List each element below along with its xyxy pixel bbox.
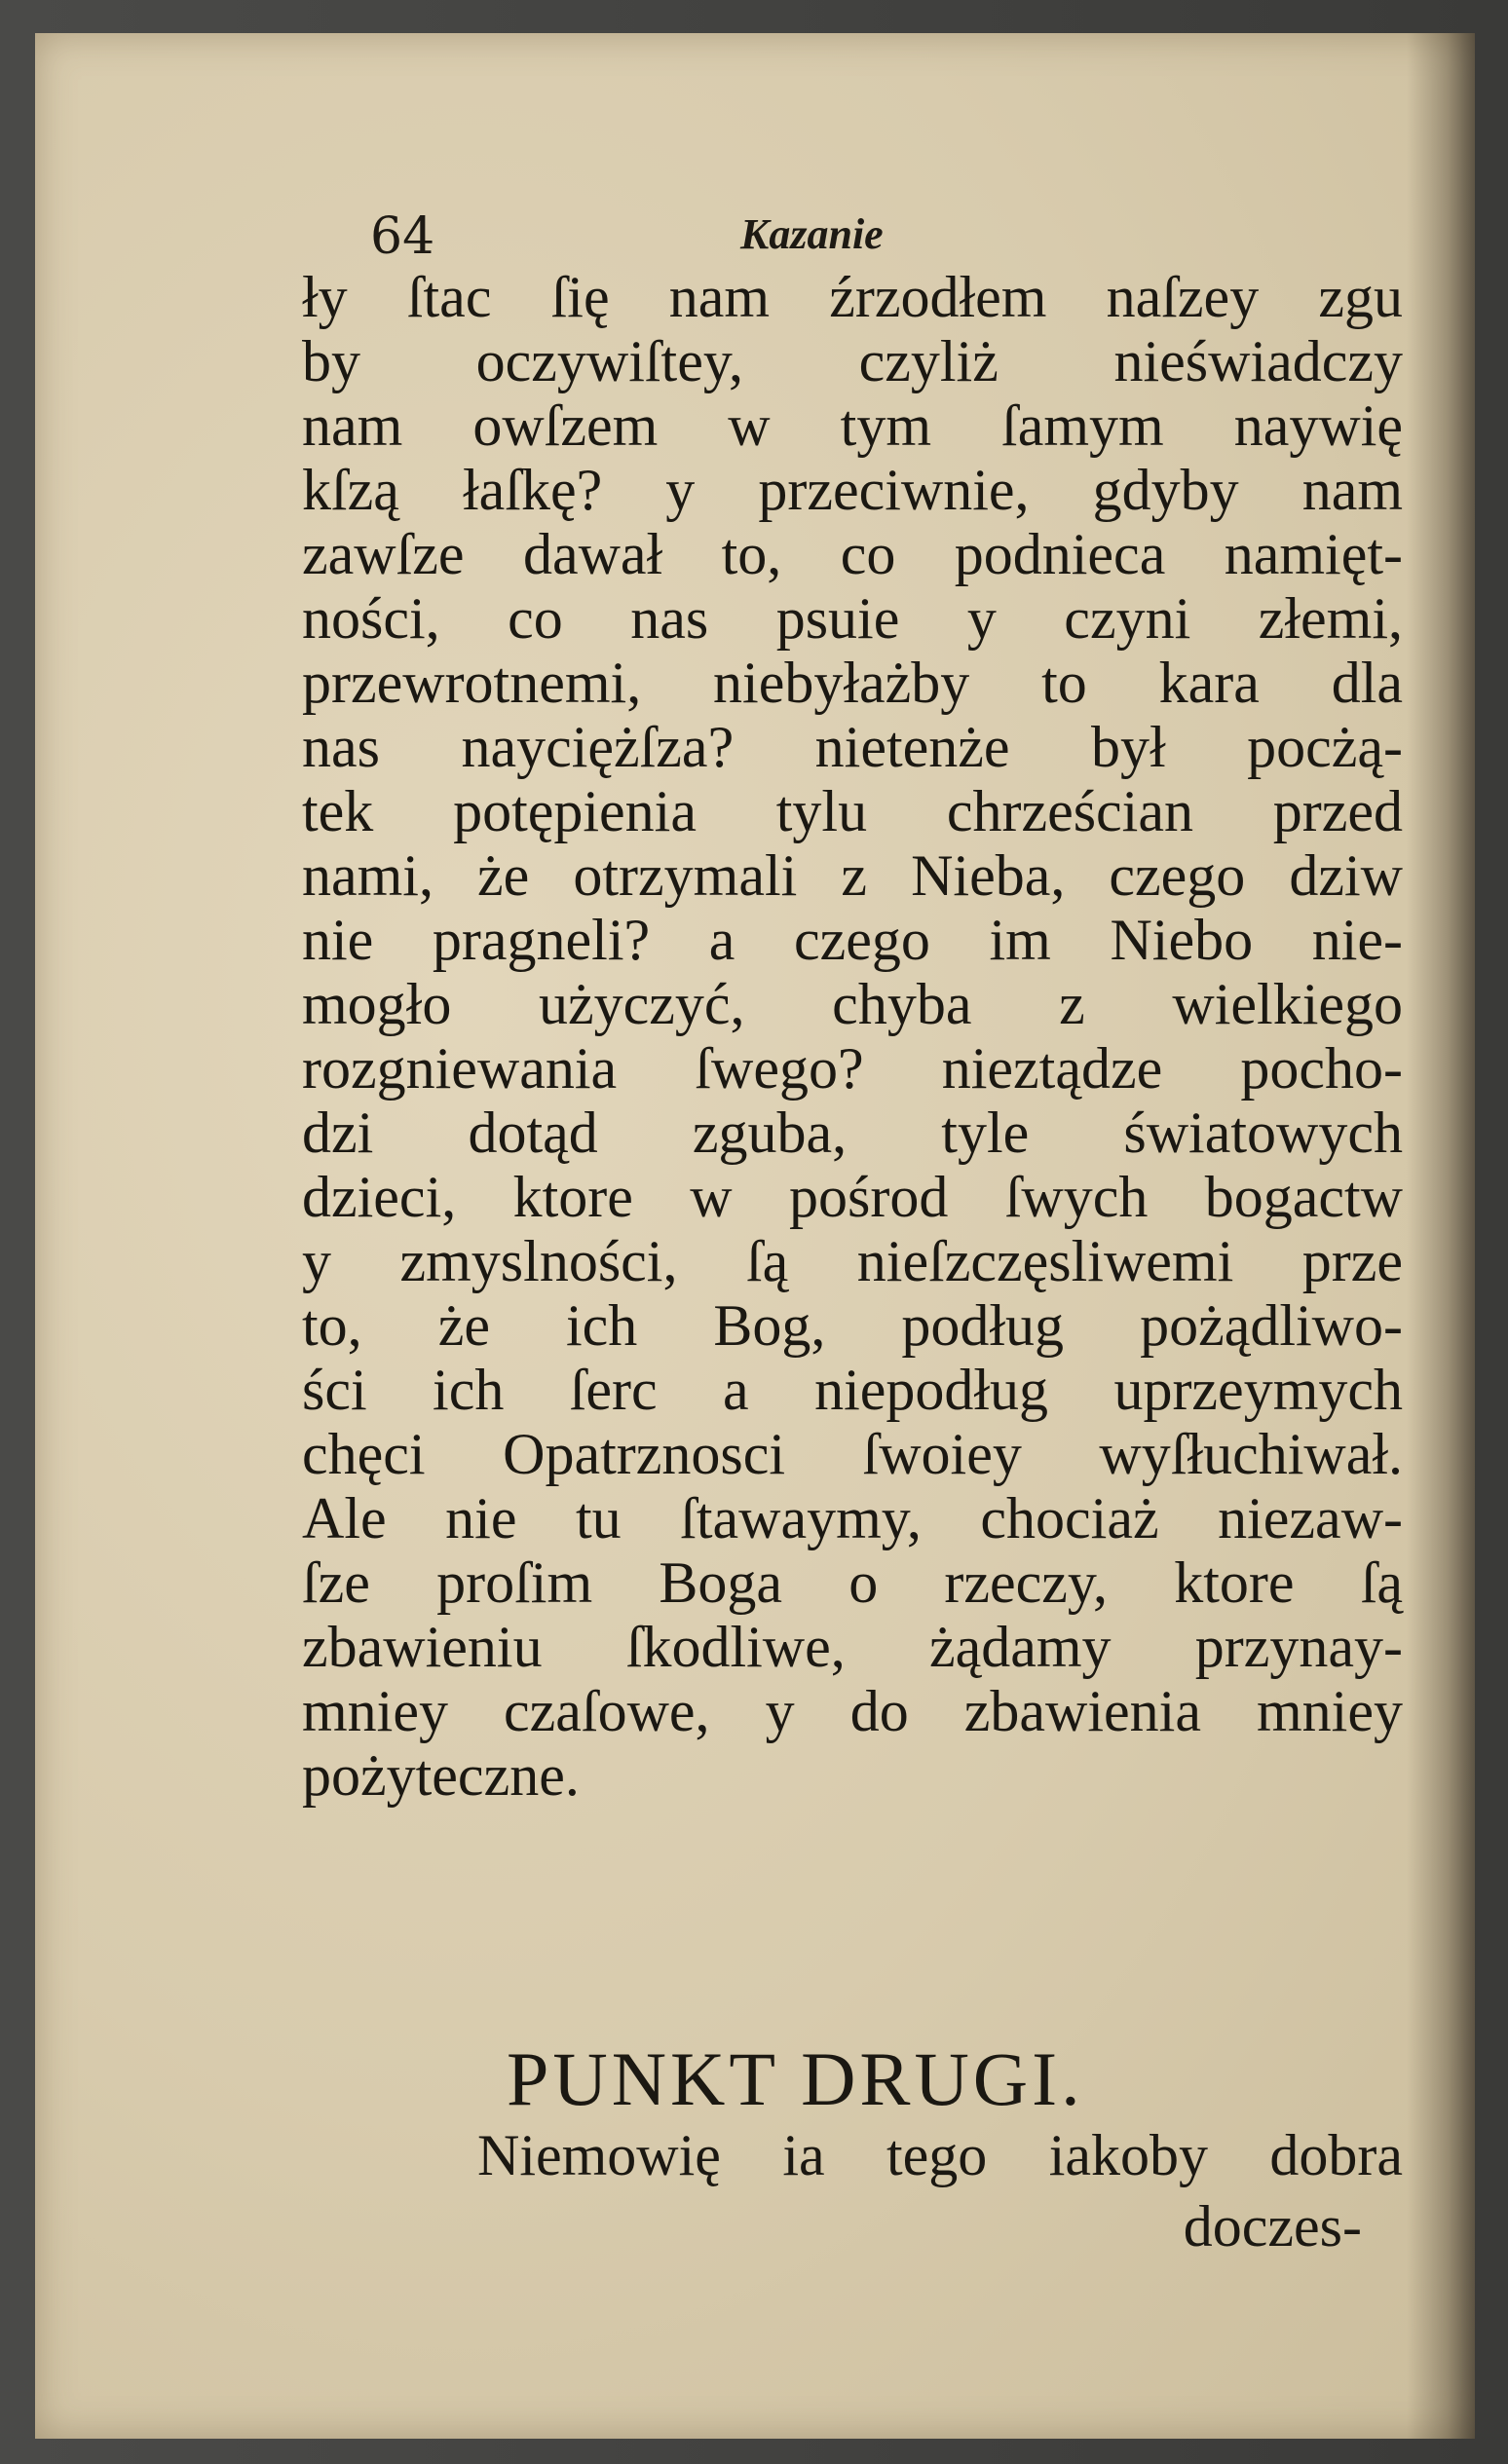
catchword: doczes-	[1183, 2194, 1362, 2259]
text-line: rozgniewania ſwego? nieztądze pocho-	[302, 1036, 1403, 1101]
text-line: tek potępienia tylu chrześcian przed	[302, 779, 1403, 843]
text-line: by oczywiſtey, czyliż nieświadczy	[302, 329, 1403, 393]
body-text	[302, 265, 1403, 1808]
page-gutter-shadow	[1407, 33, 1475, 2439]
text-line: y zmyslności, ſą nieſzczęsliwemi prze	[302, 1229, 1403, 1293]
text-line: dzi dotąd zguba, tyle światowych	[302, 1101, 1403, 1165]
text-line: zbawieniu ſkodliwe, żądamy przynay-	[302, 1615, 1403, 1679]
section-heading: PUNKT DRUGI.	[507, 2036, 1084, 2121]
running-title: Kazanie	[740, 210, 884, 258]
text-line: nam owſzem w tym ſamym naywię	[302, 393, 1403, 458]
text-line: to, że ich Bog, podług pożądliwo-	[302, 1293, 1403, 1358]
text-line-last: pożyteczne.	[302, 1743, 580, 1808]
text-line: dzieci, ktore w pośrod ſwych bogactw	[302, 1165, 1403, 1229]
text-line: kſzą łaſkę? y przeciwnie, gdyby nam	[302, 458, 1403, 522]
text-line: Niemowię ia tego iakoby dobra	[477, 2123, 1403, 2187]
text-line: ły ſtac ſię nam źrzodłem naſzey zgu	[302, 265, 1403, 329]
closing-text	[302, 2123, 1403, 2187]
text-line: ści ich ſerc a niepodług uprzeymych	[302, 1358, 1403, 1422]
text-line: ności, co nas psuie y czyni złemi,	[302, 586, 1403, 651]
text-line: nie pragneli? a czego im Niebo nie-	[302, 908, 1403, 972]
text-line: ſze proſim Boga o rzeczy, ktore ſą	[302, 1550, 1403, 1615]
page-number: 64	[370, 207, 435, 266]
text-line: zawſze dawał to, co podnieca namięt-	[302, 522, 1403, 586]
text-line: przewrotnemi, niebyłażby to kara dla	[302, 651, 1403, 715]
text-line: mogło użyczyć, chyba z wielkiego	[302, 972, 1403, 1036]
text-line: chęci Opatrznosci ſwoiey wyſłuchiwał.	[302, 1422, 1403, 1486]
text-line: mniey czaſowe, y do zbawienia mniey	[302, 1679, 1403, 1743]
text-line: Ale nie tu ſtawaymy, chociaż niezaw-	[302, 1486, 1403, 1550]
text-line: nami, że otrzymali z Nieba, czego dziw	[302, 843, 1403, 908]
text-line: nas nayciężſza? nietenże był pocżą-	[302, 715, 1403, 779]
